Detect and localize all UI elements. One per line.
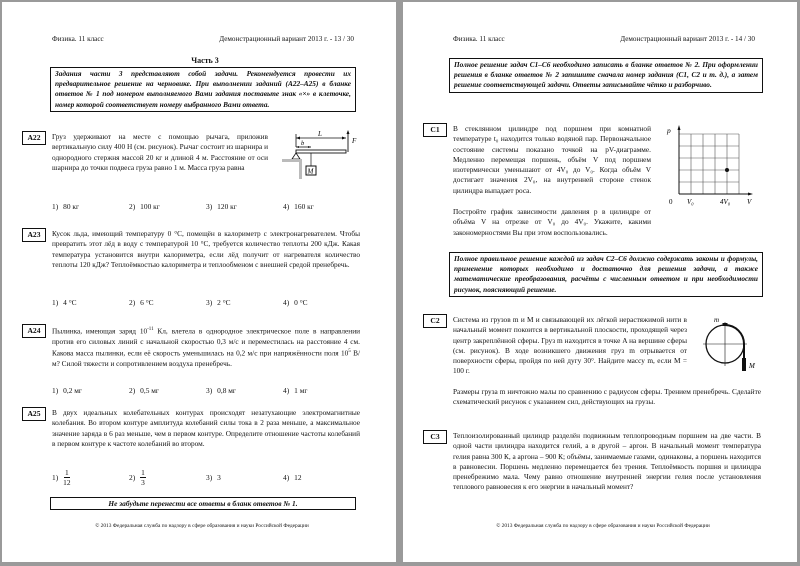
- force-arrow: [347, 130, 350, 134]
- initial-state-point: [725, 168, 729, 172]
- reminder-banner: Не забудьте перенести все ответы в бланк ответов № 1.: [50, 497, 356, 510]
- answer-option: 2) $\frac{1}{3}$: [129, 468, 145, 487]
- header-subject: Физика. 11 класс: [453, 35, 505, 43]
- answers-a25: [52, 468, 360, 487]
- page-header: [52, 35, 354, 43]
- question-text-c1: В стеклянном цилиндре под поршнем при комнатной температуре t₀ находится только водяной пар. Первоначальное состояние системы показано точкой на pV-диаграмме. Медленно перемещая поршень, объём V под поршнем изотермически уменьшают от 4V₀ до V₀. Когда объём V достигает значения 2V₀, на внутренней стороне стенок цилиндра выпадает роса.: [453, 124, 651, 195]
- answer-option: 4) 0 °С: [283, 298, 308, 307]
- answer-option: 1) $\frac{1}{12}$: [52, 468, 71, 487]
- lever-rod: [296, 150, 346, 153]
- answers-a22: [52, 202, 360, 211]
- question-label-a25: A25: [22, 407, 46, 421]
- answer-option: 4) 160 кг: [283, 202, 314, 211]
- question-text-c3: Теплоизолированный цилиндр разделён подвижным теплопроводным поршнем на две части. В одной части цилиндра находится гелий, а в другой – аргон. В начальный момент температура гелия равна 300 К, а аргона – 900 К; объёмы, занимаемые газами, одинаковы, а поршень находится в равновесии. Поршень медленно перемещается без трения. Теплоёмкость поршня и цилиндра пренебрежимо мала. Чему равно отношение внутренней энергии гелия после установления теплового равновесия к его энергии в начальный момент?: [453, 431, 761, 492]
- label-M: M: [749, 362, 755, 370]
- answer-option: 1) 4 °С: [52, 298, 77, 307]
- question-text-c2: Система из грузов m и M и связывающей их лёгкой нерастяжимой нити в начальный момент покоится в вертикальной плоскости, проходящей через центр закреплённой сферы. Груз m находится в точке A на вершине сферы (см. рисунок). В ходе возникшего движения груз m отрывается от поверхности сферы, пройдя по ней дугу 30°. Найдите массу m, если M = 100 г.: [453, 315, 687, 376]
- question-label-a23: A23: [22, 228, 46, 242]
- pv-diagram: [657, 124, 757, 206]
- answer-option: 2) 0,5 мг: [129, 386, 159, 395]
- answer-option: 2) 6 °С: [129, 298, 154, 307]
- lever-figure: [280, 129, 360, 189]
- v-axis-label: V: [747, 198, 752, 206]
- question-text-a25: В двух идеальных колебательных контурах происходят незатухающие электромагнитные колебания. Во втором контуре амплитуда колебаний силы тока в 2 раза меньше, а максимальное значение заряда в 6 раз меньше, чем в первом контуре. Определите отношение частоты колебаний в первом контуре к частоте колебаний во втором.: [52, 408, 360, 448]
- sphere-figure: [701, 318, 761, 382]
- question-label-a24: A24: [22, 324, 46, 338]
- header-subject: Физика. 11 класс: [52, 35, 104, 43]
- c-part-notice: Полное решение задач С1–С6 необходимо записать в бланке ответов № 2. При оформлении решения в бланке ответов № 2 запишите сначала номер задания (С1, С2 и т. д.), а затем решение соответствующей задачи. Ответы записывайте чётко и разборчиво.: [449, 58, 763, 93]
- hinge: [292, 153, 300, 159]
- question-label-c1: C1: [423, 123, 447, 137]
- label-l: L: [318, 130, 322, 138]
- question-label-a22: A22: [22, 131, 46, 145]
- answer-option: 1) 0,2 мг: [52, 386, 82, 395]
- header-variant: Демонстрационный вариант 2013 г. - 14 / 30: [620, 35, 755, 43]
- weight-M-large: [742, 358, 746, 371]
- answer-option: 3) 3: [206, 473, 221, 482]
- c2-c6-notice: Полное правильное решение каждой из задач С2–С6 должно содержать законы и формулы, применение которых необходимо и достаточно для решения задачи, а также математические преобразования, расчёты с численным ответом и при необходимости рисунок, поясняющий решение.: [449, 252, 763, 297]
- p-axis-label: p: [667, 126, 671, 135]
- answer-option: 1) 80 кг: [52, 202, 80, 211]
- page-13: [2, 2, 396, 562]
- page-14: [403, 2, 797, 562]
- question-label-c2: C2: [423, 314, 447, 328]
- page-footer: © 2013 Федеральная служба по надзору в сфере образования и науки Российской Федерации: [95, 523, 309, 529]
- question-label-c3: C3: [423, 430, 447, 444]
- answers-a24: [52, 386, 360, 395]
- label-m: M: [307, 167, 314, 176]
- question-text-a24: Пылинка, имеющая заряд $10^{-11}$ Кл, влетела в однородное электрическое поле в направлении против его силовых линий с начальной скоростью 0,3 м/с и переместилась на расстояние 4 см. Какова масса пылинки, если её скорость уменьшилась на 0,2 м/с при напряжённости поля $10^5$ В/м? Силой тяжести и сопротивлением воздуха пренебречь.: [52, 326, 361, 368]
- answer-option: 2) 100 кг: [129, 202, 160, 211]
- question-text-c1-task: Постройте график зависимости давления p в цилиндре от объёма V на отрезке от V₀ до 4V₀. Укажите, какими закономерностями Вы при этом воспользовались.: [453, 207, 651, 237]
- answer-option: 4) 12: [283, 473, 302, 482]
- page-header: [453, 35, 755, 43]
- header-variant: Демонстрационный вариант 2013 г. - 13 / 30: [219, 35, 354, 43]
- page-footer: © 2013 Федеральная служба по надзору в сфере образования и науки Российской Федерации: [496, 523, 710, 529]
- question-text-a23: Кусок льда, имеющий температуру 0 °С, помещён в калориметр с электронагревателем. Чтобы превратить этот лёд в воду с температурой 10 °С, требуется количество теплоты 200 кДж. Какая температура установится внутри калориметра, если лёд получит от нагревателя количество теплоты 120 кДж? Теплоёмкостью калориметра и теплообменом с внешней средой пренебречь.: [52, 229, 360, 269]
- part-3-notice: Задания части 3 представляют собой задачи. Рекомендуется провести их предварительное решение на черновике. При выполнении заданий (А22–А25) в бланке ответов № 1 под номером выполняемого Вами задания поставьте знак «×» в клеточке, номер которой соответствует номеру выбранного Вами ответа.: [50, 67, 356, 112]
- tick-v0: V₀: [687, 198, 694, 206]
- pv-grid: [679, 134, 739, 194]
- label-b: b: [301, 140, 305, 147]
- part-title: Часть 3: [191, 56, 219, 65]
- question-text-c2-note: Размеры груза m ничтожно малы по сравнению с радиусом сферы. Трением пренебречь. Сделайте схематический рисунок с указанием сил, действующих на грузы.: [453, 387, 761, 407]
- question-text-a22: Груз удерживают на месте с помощью рычага, приложив вертикальную силу 400 Н (см. рисунок). Рычаг состоит из шарнира и однородного стержня массой 20 кг и длиной 4 м. Расстояние от оси шарнира до точки подвеса груза равно 1 м. Масса груза равна: [52, 132, 268, 172]
- answer-option: 3) 2 °С: [206, 298, 231, 307]
- answers-a23: [52, 298, 360, 307]
- origin-label: 0: [669, 198, 673, 206]
- label-f: F: [352, 137, 357, 145]
- tick-4v0: 4V₀: [720, 198, 731, 206]
- answer-option: 4) 1 мг: [283, 386, 308, 395]
- answer-option: 3) 120 кг: [206, 202, 237, 211]
- answer-option: 3) 0,8 мг: [206, 386, 236, 395]
- label-m: m: [714, 318, 720, 324]
